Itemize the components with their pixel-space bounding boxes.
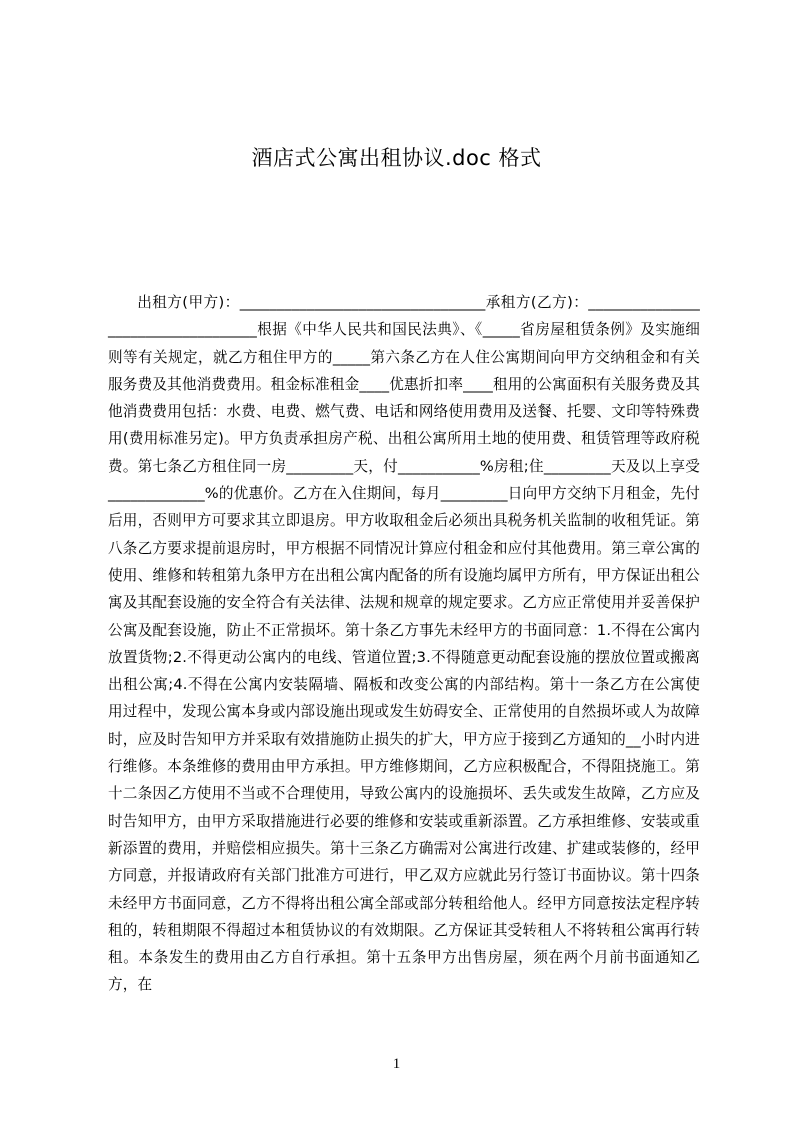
document-title: 酒店式公寓出租协议.doc 格式 — [251, 146, 542, 170]
document-body-paragraph: 出租方(甲方)：_________________________________承租方(乙方)：___________________________________根据《中华人民共和国民法典》、《_____省房屋租赁条例》及实施细则等有关规定，就乙方租住甲方的_____第六条乙方在人住公寓期间向甲方交纳租金和有关服务费及其他消费费用。租金标准租金____优惠折扣率____租用的公寓面积有关服务费及其他消费费用包括：水费、电费、燃气费、电话和网络使用费用及送餐、托婴、文印等特殊费用(费用标准另定)。甲方负责承担房产税、出租公寓所用土地的使用费、租赁管理等政府税费。第七条乙方租住同一房_________天，付___________%房租;住_________天及以上享受_____________%的优惠价。乙方在入住期间，每月_________日向甲方交纳下月租金，先付后用，否则甲方可要求其立即退房。甲方收取租金后必须出具税务机关监制的收租凭证。第八条乙方要求提前退房时，甲方根据不同情况计算应付租金和应付其他费用。第三章公寓的使用、维修和转租第九条甲方在出租公寓内配备的所有设施均属甲方所有，甲方保证出租公寓及其配套设施的安全符合有关法律、法规和规章的规定要求。乙方应正常使用并妥善保护公寓及配套设施，防止不正常损坏。第十条乙方事先未经甲方的书面同意：1.不得在公寓内放置货物;2.不得更动公寓内的电线、管道位置;3.不得随意更动配套设施的摆放位置或搬离出租公寓;4.不得在公寓内安装隔墙、隔板和改变公寓的内部结构。第十一条乙方在公寓使用过程中，发现公寓本身或内部设施出现或发生妨碍安全、正常使用的自然损坏或人为故障时，应及时告知甲方并采取有效措施防止损失的扩大，甲方应于接到乙方通知的__小时内进行维修。本条维修的费用由甲方承担。甲方维修期间，乙方应积极配合，不得阻挠施工。第十二条因乙方使用不当或不合理使用，导致公寓内的设施损坏、丢失或发生故障，乙方应及时告知甲方，由甲方采取措施进行必要的维修和安装或重新添置。乙方承担维修、安装或重新添置的费用，并赔偿相应损失。第十三条乙方确需对公寓进行改建、扩建或装修的，经甲方同意，并报请政府有关部门批准方可进行，甲乙双方应就此另行签订书面协议。第十四条未经甲方书面同意，乙方不得将出租公寓全部或部分转租给他人。经甲方同意按法定程序转租的，转租期限不得超过本租赁协议的有效期限。乙方保证其受转租人不将转租公寓再行转租。本条发生的费用由乙方自行承担。第十五条甲方出售房屋，须在两个月前书面通知乙方，在 — [108, 294, 700, 994]
page-number: 1 — [392, 1056, 401, 1072]
